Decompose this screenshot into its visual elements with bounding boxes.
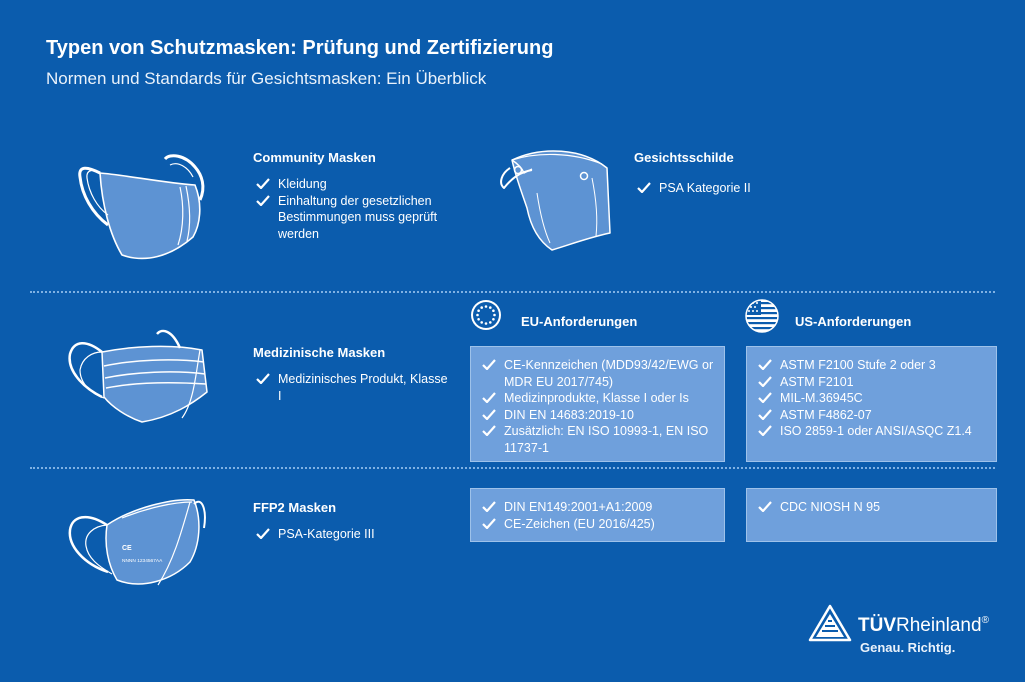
checkmark-icon [482, 409, 496, 420]
list-item [634, 180, 834, 197]
section-divider [30, 467, 995, 469]
ffp2-mask-icon [62, 490, 212, 605]
section-divider [30, 291, 995, 293]
checkmark-icon [758, 392, 772, 403]
list-item-text: Medizinprodukte, Klasse I oder Is [504, 391, 689, 405]
tuv-brand-name [858, 615, 989, 637]
checkmark-icon [256, 528, 270, 539]
list-item-text: ASTM F4862-07 [780, 407, 872, 422]
registered-mark: ® [981, 615, 989, 626]
list-item-text: PSA-Kategorie III [278, 527, 375, 541]
list-item [479, 357, 716, 390]
face-shield-icon [492, 138, 622, 253]
checkmark-icon [482, 501, 496, 512]
checkmark-icon [482, 425, 496, 436]
checkmark-icon [758, 409, 772, 420]
community-masks-list [253, 176, 473, 242]
list-item [253, 371, 453, 404]
eu-ffp2-requirements-box [470, 488, 725, 542]
brand-name-bold: TÜV [858, 615, 896, 636]
list-item [479, 407, 716, 424]
medical-mask-icon [62, 322, 222, 437]
eu-flag-icon [470, 299, 502, 331]
community-mask-icon [70, 145, 220, 265]
tuv-triangle-logo-icon [808, 604, 852, 642]
list-item [755, 374, 988, 391]
list-item [479, 423, 716, 456]
checkmark-icon [482, 392, 496, 403]
list-item [755, 499, 988, 516]
list-item-text: Zusätzlich: EN ISO 10993-1, EN ISO 11737-1 [504, 424, 709, 455]
us-medical-requirements-box [746, 346, 997, 462]
mask-ce-print: CE [122, 545, 132, 552]
list-item-text: ASTM F2100 Stufe 2 oder 3 [780, 358, 936, 372]
checkmark-icon [758, 376, 772, 387]
list-item [253, 193, 473, 243]
list-item-text: MIL-M.36945C [780, 391, 863, 405]
list-item-text: Einhaltung der gesetzlichen Bestimmungen muss geprüft werden [278, 193, 438, 241]
face-shields-list [634, 180, 834, 197]
checkmark-icon [758, 501, 772, 512]
list-item-text: ISO 2859-1 oder ANSI/ASQC Z1.4 [780, 424, 972, 438]
eu-medical-requirements-box [470, 346, 725, 462]
list-item-text: CDC NIOSH N 95 [780, 500, 881, 514]
list-item-text: DIN EN149:2001+A1:2009 [504, 500, 653, 514]
checkmark-icon [256, 195, 270, 206]
list-item [253, 176, 473, 193]
medical-masks-title: Medizinische Masken [253, 345, 386, 360]
checkmark-icon [256, 178, 270, 189]
us-requirements-heading: US-Anforderungen [795, 314, 912, 329]
checkmark-icon [482, 359, 496, 370]
brand-claim: Genau. Richtig. [860, 640, 956, 655]
list-item-text: DIN EN 14683:2019-10 [504, 407, 634, 422]
brand-name-regular: Rheinland [896, 615, 982, 636]
ffp2-masks-list [253, 526, 453, 543]
eu-requirements-heading: EU-Anforderungen [521, 314, 638, 329]
page-title: Typen von Schutzmasken: Prüfung und Zertifizierung [46, 37, 554, 59]
list-item [755, 357, 988, 374]
us-ffp2-requirements-box [746, 488, 997, 542]
list-item [755, 407, 988, 424]
medical-masks-list [253, 371, 453, 404]
eu-ffp2-requirements-list [479, 499, 716, 532]
checkmark-icon [758, 359, 772, 370]
list-item-text: PSA Kategorie II [659, 181, 751, 195]
list-item [755, 423, 988, 440]
list-item-text: Kleidung [278, 177, 327, 191]
checkmark-icon [482, 518, 496, 529]
mask-number-print: NNNN 1234567AA [122, 559, 163, 564]
checkmark-icon [758, 425, 772, 436]
ffp2-masks-title: FFP2 Masken [253, 500, 337, 515]
list-item-text: ASTM F2101 [780, 374, 854, 389]
face-shields-title: Gesichtsschilde [634, 150, 734, 165]
list-item-text: CE-Zeichen (EU 2016/425) [504, 516, 655, 531]
us-medical-requirements-list [755, 357, 988, 440]
eu-medical-requirements-list [479, 357, 716, 456]
us-ffp2-requirements-list [755, 499, 988, 516]
checkmark-icon [256, 373, 270, 384]
checkmark-icon [637, 182, 651, 193]
list-item-text: CE-Kennzeichen (MDD93/42/EWG or MDR EU 2017/745) [504, 358, 714, 389]
list-item [479, 499, 716, 516]
list-item-text: Medizinisches Produkt, Klasse I [278, 372, 448, 403]
list-item [479, 390, 716, 407]
page-subtitle: Normen und Standards für Gesichtsmasken: Ein Überblick [46, 69, 487, 88]
community-masks-title: Community Masken [253, 150, 376, 165]
list-item [479, 516, 716, 533]
us-flag-icon [745, 299, 779, 333]
list-item [253, 526, 453, 543]
list-item [755, 390, 988, 407]
